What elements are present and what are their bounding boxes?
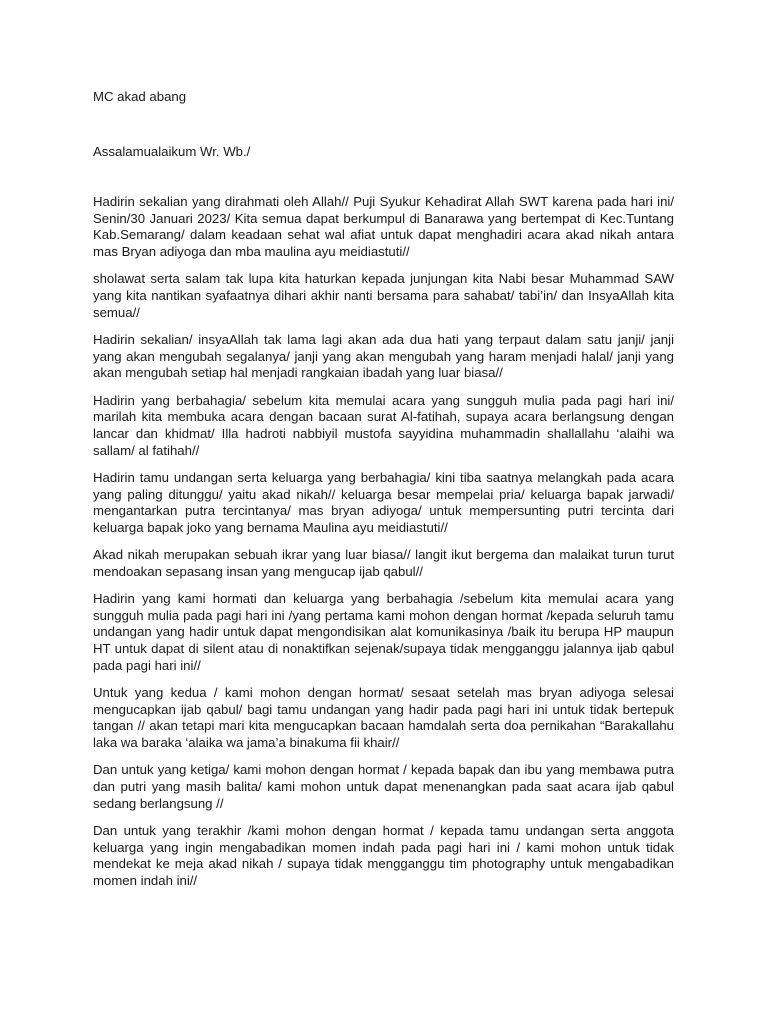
paragraph-request-last: Dan untuk yang terakhir /kami mohon dengan hormat / kepada tamu undangan serta anggota keluarga yang ingin mengabadikan momen indah pada pagi hari ini / kami mohon untuk tidak mendekat ke meja akad nikah / supaya tidak mengganggu tim photography untuk mengabadikan momen indah ini// [93, 823, 674, 889]
paragraph-opening: Hadirin sekalian yang dirahmati oleh Allah// Puji Syukur Kehadirat Allah SWT karena pada hari ini/ Senin/30 Januari 2023/ Kita semua dapat berkumpul di Banarawa yang bertempat di Kec.Tuntang Kab.Semarang/ dalam keadaan sehat wal afiat untuk dapat menghadiri acara akad nikah antara mas Bryan adiyoga dan mba maulina ayu meidiastuti// [93, 194, 674, 260]
paragraph-ikrar: Akad nikah merupakan sebuah ikrar yang luar biasa// langit ikut bergema dan malaikat turun turut mendoakan sepasang insan yang mengucap ijab qabul// [93, 547, 674, 579]
paragraph-janji: Hadirin sekalian/ insyaAllah tak lama lagi akan ada dua hati yang terpaut dalam satu janji/ janji yang akan mengubah segalanya/ janji yang akan mengubah yang haram menjadi halal/ janji yang akan mengubah setiap hal menjadi rangkaian ibadah yang luar biasa// [93, 331, 674, 381]
paragraph-sholawat: sholawat serta salam tak lupa kita haturkan kepada junjungan kita Nabi besar Muhammad SAW yang kita nantikan syafaatnya dihari akhir nanti bersama para sahabat/ tabi’in/ dan InsyaAllah kita semua// [93, 271, 674, 320]
paragraph-request-third: Dan untuk yang ketiga/ kami mohon dengan hormat / kepada bapak dan ibu yang membawa putra dan putri yang masih balita/ kami mohon untuk dapat menenangkan pada saat acara ijab qabul sedang berlangsung // [93, 762, 674, 811]
paragraph-akad-intro: Hadirin tamu undangan serta keluarga yang berbahagia/ kini tiba saatnya melangkah pada acara yang paling ditunggu/ yaitu akad nikah// keluarga besar mempelai pria/ keluarga bapak jarwadi/ mengantarkan putra tercintanya/ mas bryan adiyoga/ untuk mempersunting putri tercinta dari keluarga bapak joko yang bernama Maulina ayu meidiastuti// [93, 469, 674, 535]
document-title: MC akad abang [93, 89, 187, 104]
paragraph-request-second: Untuk yang kedua / kami mohon dengan hormat/ sesaat setelah mas bryan adiyoga selesai mengucapkan ijab qabul/ bagi tamu undangan yang hadir pada pagi hari ini untuk tidak bertepuk tangan // akan tetapi mari kita mengucapkan bacaan hamdalah serta doa pernikahan “Barakallahu laka wa baraka ‘alaika wa jama’a binakuma fii khair// [93, 685, 674, 751]
paragraph-fatihah: Hadirin yang berbahagia/ sebelum kita memulai acara yang sungguh mulia pada pagi hari ini/ marilah kita membuka acara dengan bacaan surat Al-fatihah, supaya acara berlangsung dengan lancar dan khidmat/ Illa hadroti nabbiyil mustofa sayyidina muhammadin shallallahu ‘alaihi wa sallam/ al fatihah// [93, 392, 674, 458]
paragraph-request-first: Hadirin yang kami hormati dan keluarga yang berbahagia /sebelum kita memulai acara yang sungguh mulia pada pagi hari ini /yang pertama kami mohon dengan hormat /kepada seluruh tamu undangan yang hadir untuk dapat mengondisikan alat komunikasinya /baik itu berupa HP maupun HT untuk dapat di silent atau di nonaktifkan sejenak/supaya tidak mengganggu jalannya ijab qabul pada pagi hari ini// [93, 591, 674, 673]
document-body [93, 194, 674, 900]
greeting-line: Assalamualaikum Wr. Wb./ [93, 144, 251, 159]
